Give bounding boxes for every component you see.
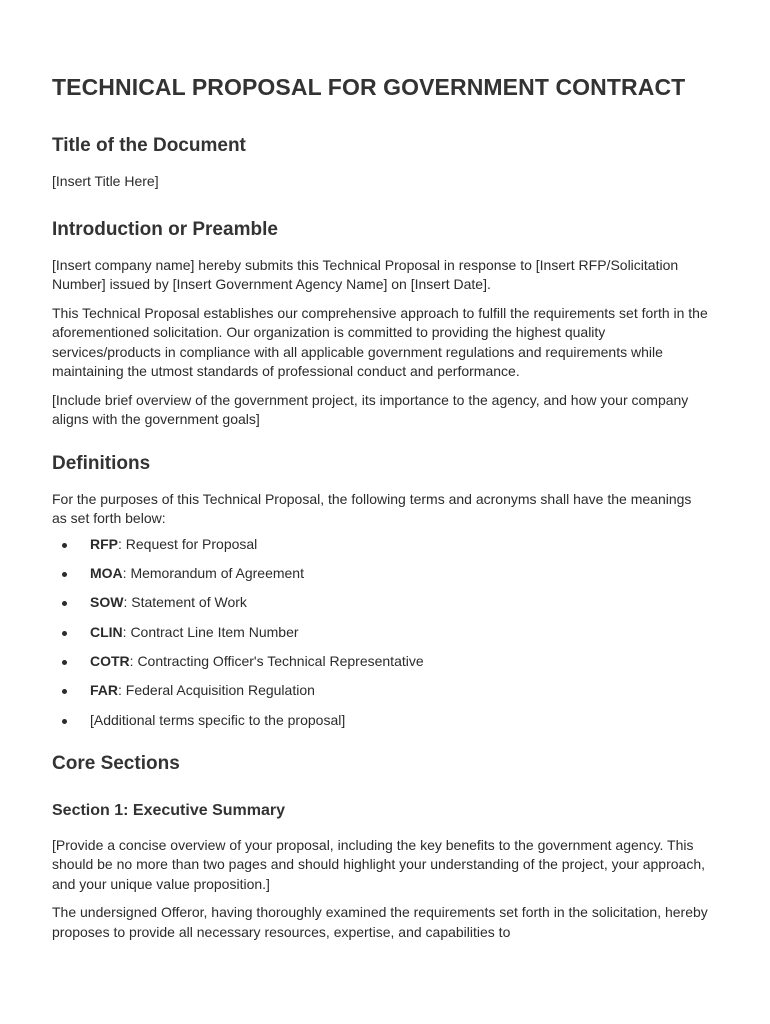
definition-item — [52, 535, 710, 554]
definitions-intro: For the purposes of this Technical Proposal, the following terms and acronyms shall have the meanings as set forth below: — [52, 490, 692, 526]
definition-term: MOA — [90, 564, 123, 581]
bullet-icon — [62, 601, 67, 606]
bullet-icon — [62, 689, 67, 694]
exec-summary-paragraph-1: [Provide a concise overview of your proposal, including the key benefits to the government agency. This should be no more than two pages and should highlight your understanding of the project, your approach, and your unique value proposition.] — [52, 836, 705, 892]
definition-desc: : Statement of Work — [123, 594, 247, 611]
definition-desc: : Contract Line Item Number — [122, 623, 299, 640]
definition-item — [52, 681, 710, 700]
definition-term: RFP — [90, 535, 118, 552]
definition-desc: : Request for Proposal — [118, 535, 258, 552]
bullet-icon — [62, 543, 67, 548]
definition-item — [52, 564, 710, 583]
definition-desc: : Memorandum of Agreement — [122, 564, 304, 581]
definition-desc: [Additional terms specific to the proposal] — [90, 711, 346, 728]
bullet-icon — [62, 631, 67, 636]
definition-desc: : Federal Acquisition Regulation — [118, 682, 315, 699]
definition-term: SOW — [90, 594, 124, 611]
definition-desc: : Contracting Officer's Technical Representative — [129, 653, 424, 670]
title-placeholder: [Insert Title Here] — [52, 173, 159, 189]
definition-item — [52, 711, 710, 730]
definition-term: CLIN — [90, 623, 123, 640]
heading-title-of-document: Title of the Document — [52, 135, 246, 156]
definition-item — [52, 623, 710, 642]
definition-term: FAR — [90, 682, 118, 699]
definitions-list — [52, 535, 710, 730]
exec-summary-paragraph-2: The undersigned Offeror, having thoroughly examined the requirements set forth in the solicitation, hereby proposes to provide all necessary resources, expertise, and capabilities to — [52, 904, 708, 940]
intro-paragraph-2: This Technical Proposal establishes our comprehensive approach to fulfill the requirements set forth in the aforementioned solicitation. Our organization is committed to providing the highest quality services/products in compliance with all applicable government regulations and requirements while maintaining the utmost standards of professional conduct and performance. — [52, 304, 708, 379]
intro-paragraph-1: [Insert company name] hereby submits this Technical Proposal in response to [Insert RFP/Solicitation Number] issued by [Insert Government Agency Name] on [Insert Date]. — [52, 256, 679, 292]
heading-introduction: Introduction or Preamble — [52, 218, 278, 240]
intro-paragraph-3: [Include brief overview of the government project, its importance to the agency, and how your company aligns with the government goals] — [52, 391, 689, 427]
heading-section-1-executive-summary: Section 1: Executive Summary — [52, 801, 285, 819]
bullet-icon — [62, 572, 67, 577]
bullet-icon — [62, 719, 67, 724]
bullet-icon — [62, 660, 67, 665]
heading-definitions: Definitions — [52, 452, 151, 474]
document-title: TECHNICAL PROPOSAL FOR GOVERNMENT CONTRACT — [52, 74, 686, 100]
definition-item — [52, 593, 710, 612]
definition-item — [52, 652, 710, 671]
definition-term: COTR — [90, 653, 130, 670]
heading-core-sections: Core Sections — [52, 752, 180, 774]
